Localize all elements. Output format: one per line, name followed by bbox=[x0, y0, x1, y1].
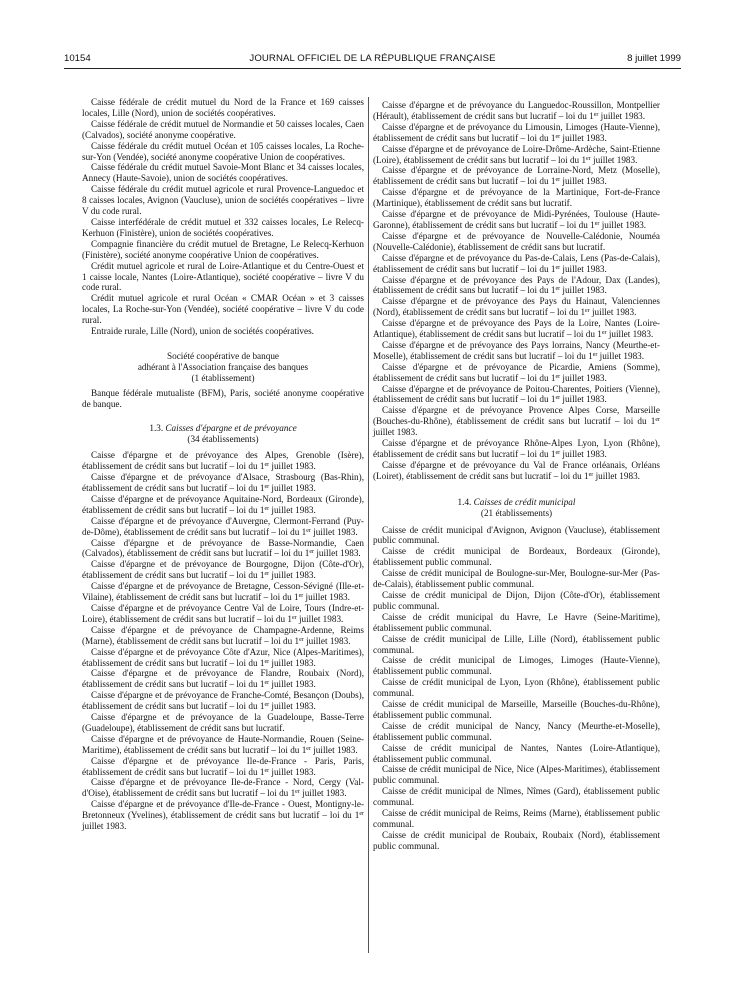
header-rule bbox=[64, 68, 681, 69]
list-item: Caisse d'épargne et de prévoyance Ile-de-France - Nord, Cergy (Val-d'Oise), établissement de crédit sans but lucratif – loi du 1er juillet 1983. bbox=[82, 777, 364, 799]
list-item: Caisse de crédit municipal de Nice, Nice (Alpes-Maritimes), établissement public communal. bbox=[373, 764, 660, 786]
list-item: Caisse d'épargne et de prévoyance Ile-de-France - Paris, Paris, établissement de crédit sans but lucratif – loi du 1er juillet 1983. bbox=[82, 755, 364, 777]
section-count: (34 établissements) bbox=[187, 434, 259, 445]
journal-title: JOURNAL OFFICIEL DE LA RÉPUBLIQUE FRANÇAISE bbox=[249, 53, 496, 64]
section-title: Caisses de crédit municipal bbox=[473, 496, 576, 507]
list-item: Caisse d'épargne et de prévoyance du Pas-de-Calais, Lens (Pas-de-Calais), établissement de crédit sans but lucratif – loi du 1er juillet 1983. bbox=[373, 252, 660, 274]
list-item: Caisse fédérale de crédit mutuel de Normandie et 50 caisses locales, Caen (Calvados), société anonyme coopérative. bbox=[82, 118, 364, 140]
list-item: Caisse d'épargne et de prévoyance d'Ile-de-France - Ouest, Montigny-le-Bretonneux (Yvelines), établissement de crédit sans but lucratif – loi du 1er juillet 1983. bbox=[82, 799, 364, 832]
section-heading-1-4 bbox=[373, 497, 660, 508]
left-column bbox=[82, 97, 364, 832]
list-item: Caisse fédérale du crédit mutuel agricole et rural Provence-Languedoc et 8 caisses locales, Avignon (Vaucluse), union de sociétés coopératives – livre V du code rural. bbox=[82, 184, 364, 217]
list-item: Entraide rurale, Lille (Nord), union de sociétés coopératives. bbox=[91, 326, 314, 337]
list-item: Caisse fédérale du crédit mutuel Océan et 105 caisses locales, La Roche-sur-Yon (Vendée), société anonyme coopérative Union de coopératives. bbox=[82, 140, 364, 162]
list-item: Caisse d'épargne et de prévoyance Provence Alpes Corse, Marseille (Bouches-du-Rhône), établissement de crédit sans but lucratif – loi du 1er juillet 1983. bbox=[373, 405, 660, 438]
list-item: Caisse d'épargne et de prévoyance des Pays de l'Adour, Dax (Landes), établissement de crédit sans but lucratif – loi du 1er juillet 1983. bbox=[373, 274, 660, 296]
list-item: Caisse d'épargne et de prévoyance des Pays lorrains, Nancy (Meurthe-et-Moselle), établissement de crédit sans but lucratif – loi du 1er juillet 1983. bbox=[373, 339, 660, 361]
list-item: Caisse d'épargne et de prévoyance des Pays de la Loire, Nantes (Loire-Atlantique), établissement de crédit sans but lucratif – loi du 1er juillet 1983. bbox=[373, 318, 660, 340]
list-item: Caisse de crédit municipal de Lyon, Lyon (Rhône), établissement public communal. bbox=[373, 677, 660, 699]
section-count: (21 établissements) bbox=[480, 507, 553, 518]
list-item: Caisse d'épargne et de prévoyance de Franche-Comté, Besançon (Doubs), établissement de crédit sans but lucratif – loi du 1er juillet 1983. bbox=[82, 690, 364, 712]
list-item: Caisse de crédit municipal de Lille, Lille (Nord), établissement public communal. bbox=[373, 633, 660, 655]
column-divider bbox=[368, 97, 369, 953]
right-column bbox=[373, 100, 660, 852]
list-item: Caisse d'épargne et de prévoyance Côte d'Azur, Nice (Alpes-Maritimes), établissement de crédit sans but lucratif – loi du 1er juillet 1983. bbox=[82, 646, 364, 668]
caisses-epargne-list-right bbox=[373, 100, 660, 482]
list-item: Caisse d'épargne et de prévoyance de la Guadeloupe, Basse-Terre (Guadeloupe), établissement de crédit sans but lucratif. bbox=[82, 712, 364, 733]
caisses-epargne-list-left bbox=[82, 450, 364, 832]
list-item: Caisse d'épargne et de prévoyance de Haute-Normandie, Rouen (Seine-Maritime), établissement de crédit sans but lucratif – loi du 1er juillet 1983. bbox=[82, 733, 364, 755]
list-item: Caisse d'épargne et de prévoyance du Languedoc-Roussillon, Montpellier (Hérault), établissement de crédit sans but lucratif – loi du 1er juillet 1983. bbox=[373, 100, 660, 121]
banque-entry: Banque fédérale mutualiste (BFM), Paris, société anonyme coopérative de banque. bbox=[82, 387, 364, 409]
banque-heading-line1: Société coopérative de banque bbox=[167, 350, 279, 361]
list-item: Caisse d'épargne et de prévoyance Aquitaine-Nord, Bordeaux (Gironde), établissement de crédit sans but lucratif – loi du 1er juillet 1983. bbox=[82, 493, 364, 515]
section-number: 1.4. bbox=[457, 496, 472, 507]
list-item: Caisse d'épargne et de prévoyance Rhône-Alpes Lyon, Lyon (Rhône), établissement de crédit sans but lucratif – loi du 1er juillet 1983. bbox=[373, 438, 660, 459]
credit-mutuel-list bbox=[82, 97, 364, 337]
issue-date: 8 juillet 1999 bbox=[627, 53, 681, 64]
list-item: Caisse de crédit municipal de Reims, Reims (Marne), établissement public communal. bbox=[373, 808, 660, 829]
list-item: Caisse de crédit municipal de Roubaix, Roubaix (Nord), établissement public communal. bbox=[373, 829, 660, 851]
list-item: Caisse d'épargne et de prévoyance du Val de France orléanais, Orléans (Loiret), établissement de crédit sans but lucratif – loi du 1er juillet 1983. bbox=[373, 459, 660, 481]
page-number: 10154 bbox=[64, 53, 91, 64]
list-item: Caisse d'épargne et de prévoyance Centre Val de Loire, Tours (Indre-et-Loire), établissement de crédit sans but lucratif – loi du 1er juillet 1983. bbox=[82, 602, 364, 624]
list-item: Caisse d'épargne et de prévoyance de Bretagne, Cesson-Sévigné (Ille-et-Vilaine), établissement de crédit sans but lucratif – loi du 1er juillet 1983. bbox=[82, 581, 364, 603]
banque-heading-line2: adhérant à l'Association française des banques bbox=[137, 361, 309, 372]
list-item: Caisse d'épargne et de prévoyance de Bourgogne, Dijon (Côte-d'Or), établissement de crédit sans but lucratif – loi du 1er juillet 1983. bbox=[82, 559, 364, 581]
list-item: Caisse de crédit municipal de Nantes, Nantes (Loire-Atlantique), établissement public communal. bbox=[373, 742, 660, 764]
list-item: Caisse d'épargne et de prévoyance du Limousin, Limoges (Haute-Vienne), établissement de crédit sans but lucratif – loi du 1er juillet 1983. bbox=[373, 121, 660, 143]
list-item: Caisse de crédit municipal de Limoges, Limoges (Haute-Vienne), établissement public communal. bbox=[373, 655, 660, 677]
section-title: Caisses d'épargne et de prévoyance bbox=[165, 423, 297, 434]
banque-heading-count: (1 établissement) bbox=[191, 372, 255, 383]
list-item: Crédit mutuel agricole et rural de Loire-Atlantique et du Centre-Ouest et 1 caisse locale, Nantes (Loire-Atlantique), société coopérative – livre V du code rural. bbox=[82, 260, 364, 293]
list-item: Caisse d'épargne et de prévoyance de Picardie, Amiens (Somme), établissement de crédit sans but lucratif – loi du 1er juillet 1983. bbox=[373, 361, 660, 383]
list-item: Caisse d'épargne et de prévoyance de Loire-Drôme-Ardèche, Saint-Etienne (Loire), établissement de crédit sans but lucratif – loi du 1er juillet 1983. bbox=[373, 143, 660, 165]
list-item: Caisse d'épargne et de prévoyance des Pays du Hainaut, Valenciennes (Nord), établissement de crédit sans but lucratif – loi du 1er juillet 1983. bbox=[373, 296, 660, 318]
list-item: Caisse de crédit municipal de Boulogne-sur-Mer, Boulogne-sur-Mer (Pas-de-Calais), établissement public communal. bbox=[373, 568, 660, 590]
list-item: Compagnie financière du crédit mutuel de Bretagne, Le Relecq-Kerhuon (Finistère), société anonyme coopérative Union de coopératives. bbox=[82, 238, 364, 260]
list-item: Caisse d'épargne et de prévoyance de Nouvelle-Calédonie, Nouméa (Nouvelle-Calédonie), établissement de crédit sans but lucratif. bbox=[373, 230, 660, 252]
list-item: Caisse d'épargne et de prévoyance de Poitou-Charentes, Poitiers (Vienne), établissement de crédit sans but lucratif – loi du 1er juillet 1983. bbox=[373, 383, 660, 405]
list-item: Caisse de crédit municipal de Nîmes, Nîmes (Gard), établissement public communal. bbox=[373, 786, 660, 808]
list-item: Caisse d'épargne et de prévoyance de Basse-Normandie, Caen (Calvados), établissement de crédit sans but lucratif – loi du 1er juillet 1983. bbox=[82, 537, 364, 559]
list-item: Caisse d'épargne et de prévoyance de Lorraine-Nord, Metz (Moselle), établissement de crédit sans but lucratif – loi du 1er juillet 1983. bbox=[373, 165, 660, 187]
list-item: Caisse d'épargne et de prévoyance d'Alsace, Strasbourg (Bas-Rhin), établissement de crédit sans but lucratif – loi du 1er juillet 1983. bbox=[82, 472, 364, 493]
list-item: Caisse d'épargne et de prévoyance de Champagne-Ardenne, Reims (Marne), établissement de crédit sans but lucratif – loi du 1er juillet 1983. bbox=[82, 624, 364, 646]
list-item: Crédit mutuel agricole et rural Océan « CMAR Océan » et 3 caisses locales, La Roche-sur-Yon (Vendée), société coopérative – livre V du code rural. bbox=[82, 293, 364, 326]
section-number: 1.3. bbox=[149, 423, 164, 434]
list-item: Caisse interfédérale de crédit mutuel et 332 caisses locales, Le Relecq-Kerhuon (Finistère), union de sociétés coopératives. bbox=[82, 216, 364, 238]
list-item: Caisse d'épargne et de prévoyance d'Auvergne, Clermont-Ferrand (Puy-de-Dôme), établissement de crédit sans but lucratif – loi du 1er juillet 1983. bbox=[82, 515, 364, 537]
credit-municipal-list bbox=[373, 525, 660, 852]
list-item: Caisse d'épargne et de prévoyance de Flandre, Roubaix (Nord), établissement de crédit sans but lucratif – loi du 1er juillet 1983. bbox=[82, 668, 364, 690]
list-item: Caisse d'épargne et de prévoyance de la Martinique, Fort-de-France (Martinique), établissement de crédit sans but lucratif. bbox=[373, 187, 660, 209]
list-item: Caisse d'épargne et de prévoyance des Alpes, Grenoble (Isère), établissement de crédit sans but lucratif – loi du 1er juillet 1983. bbox=[82, 450, 364, 472]
list-item: Caisse de crédit municipal de Bordeaux, Bordeaux (Gironde), établissement public communal. bbox=[373, 546, 660, 568]
list-item: Caisse de crédit municipal de Nancy, Nancy (Meurthe-et-Moselle), établissement public communal. bbox=[373, 720, 660, 742]
list-item: Caisse fédérale du crédit mutuel Savoie-Mont Blanc et 34 caisses locales, Annecy (Haute-Savoie), union de sociétés coopératives. bbox=[82, 162, 364, 184]
list-item: Caisse de crédit municipal d'Avignon, Avignon (Vaucluse), établissement public communal. bbox=[373, 524, 660, 546]
list-item: Caisse de crédit municipal de Marseille, Marseille (Bouches-du-Rhône), établissement public communal. bbox=[373, 699, 660, 720]
list-item: Caisse d'épargne et de prévoyance de Midi-Pyrénées, Toulouse (Haute-Garonne), établissement de crédit sans but lucratif – loi du 1er juillet 1983. bbox=[373, 209, 660, 230]
list-item: Caisse de crédit municipal de Dijon, Dijon (Côte-d'Or), établissement public communal. bbox=[373, 589, 660, 611]
page-header bbox=[64, 53, 681, 67]
list-item: Caisse fédérale de crédit mutuel du Nord de la France et 169 caisses locales, Lille (Nord), union de sociétés coopératives. bbox=[82, 97, 364, 118]
section-heading-1-3 bbox=[82, 423, 364, 434]
list-item: Caisse de crédit municipal du Havre, Le Havre (Seine-Maritime), établissement public communal. bbox=[373, 611, 660, 633]
